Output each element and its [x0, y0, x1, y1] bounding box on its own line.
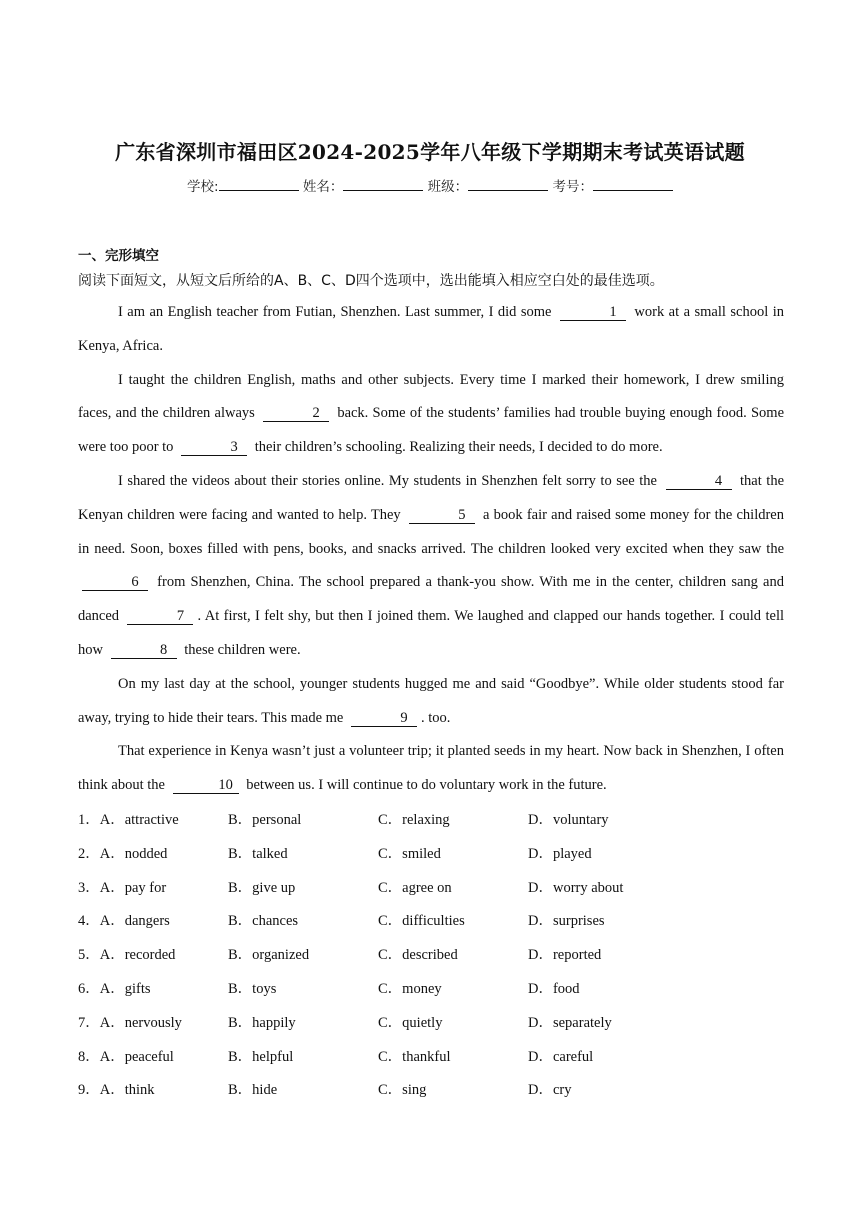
- option-b: B．hide: [228, 1082, 278, 1099]
- option-a: 3．A．pay for: [78, 879, 167, 896]
- option-a: 2．A．nodded: [78, 845, 168, 862]
- exam-number-label: 考号：: [552, 179, 593, 195]
- option-d: D．cry: [528, 1082, 572, 1099]
- exam-number-blank: [593, 178, 673, 191]
- passage-text: . too.: [420, 709, 451, 726]
- cloze-passage: [78, 296, 784, 803]
- class-label: 班级：: [427, 179, 469, 195]
- option-d: D．played: [528, 845, 592, 862]
- passage-text: these children were.: [184, 641, 301, 658]
- option-a: 1．A．attractive: [78, 812, 179, 828]
- blank-4: 4: [666, 474, 732, 490]
- passage-text: that the Kenyan children were facing and wanted to help. They: [78, 472, 785, 523]
- option-a: 5．A．recorded: [78, 947, 176, 964]
- question-2-options: [78, 840, 798, 874]
- option-d: D．careful: [528, 1048, 594, 1065]
- passage-text: their children’s schooling. Realizing their needs, I decided to do more.: [254, 439, 663, 456]
- option-b: B．give up: [228, 879, 296, 896]
- option-c: C．agree on: [378, 879, 452, 896]
- option-a: 4．A．dangers: [78, 913, 170, 930]
- option-c: C．difficulties: [378, 913, 465, 930]
- question-7-options: [78, 1009, 798, 1043]
- option-c: C．smiled: [378, 845, 441, 862]
- passage-text: I shared the videos about their stories online. My students in Shenzhen felt sorry to see the: [118, 472, 657, 489]
- option-d: D．worry about: [528, 879, 624, 896]
- passage-text: On my last day at the school, younger students hugged me and said “Goodbye”. While older students stood far away, trying to hide their tears. This made me: [78, 675, 784, 726]
- option-c: C．relaxing: [378, 812, 450, 828]
- paragraph-2: [78, 364, 784, 465]
- passage-text: I am an English teacher from Futian, Shenzhen. Last summer, I did some: [118, 304, 552, 320]
- option-c: C．money: [378, 980, 442, 997]
- option-b: B．organized: [228, 947, 310, 964]
- passage-text: I taught the children English, maths and other subjects. Every time I marked their homework, I drew smiling faces, and the children always: [78, 371, 784, 422]
- passage-text: . At first, I felt shy, but then I joined them. We laughed and clapped our hands together. I could tell how: [78, 608, 785, 658]
- question-5-options: [78, 941, 798, 975]
- option-a: 9．A．think: [78, 1082, 155, 1099]
- question-6-options: [78, 975, 798, 1009]
- option-d: D．reported: [528, 947, 602, 964]
- option-b: B．helpful: [228, 1048, 294, 1065]
- blank-8: 8: [111, 643, 177, 659]
- passage-text: work at a small school in Kenya, Africa.: [78, 304, 784, 354]
- school-label: 学校:: [187, 179, 219, 195]
- option-d: D．surprises: [528, 913, 605, 930]
- option-d: D．voluntary: [528, 812, 609, 828]
- option-d: D．separately: [528, 1014, 612, 1031]
- name-blank: [343, 178, 423, 191]
- question-1-options: [78, 806, 798, 840]
- paragraph-3: [78, 465, 784, 668]
- option-c: C．thankful: [378, 1048, 451, 1065]
- option-a: 6．A．gifts: [78, 980, 151, 997]
- student-info-line: [0, 175, 860, 195]
- option-d: D．food: [528, 980, 580, 997]
- option-b: B．personal: [228, 812, 302, 828]
- option-b: B．chances: [228, 913, 299, 930]
- paragraph-1: [78, 296, 784, 364]
- class-blank: [468, 178, 548, 191]
- name-label: 姓名：: [302, 179, 344, 195]
- answer-options: [78, 806, 798, 1110]
- passage-text: That experience in Kenya wasn’t just a volunteer trip; it planted seeds in my heart. Now back in Shenzhen, I often think about the: [78, 743, 784, 794]
- section-instruction: 阅读下面短文，从短文后所给的A、B、C、D四个选项中，选出能填入相应空白处的最佳选项。: [78, 273, 664, 289]
- question-4-options: [78, 907, 798, 941]
- option-a: 7．A．nervously: [78, 1014, 182, 1031]
- blank-6: 6: [82, 575, 148, 591]
- option-a: 8．A．peaceful: [78, 1048, 174, 1065]
- option-c: C．quietly: [378, 1014, 443, 1031]
- blank-9: 9: [351, 711, 417, 727]
- blank-10: 10: [173, 778, 239, 794]
- passage-text: between us. I will continue to do voluntary work in the future.: [246, 777, 607, 794]
- option-b: B．happily: [228, 1014, 296, 1031]
- paragraph-4: [78, 668, 784, 736]
- school-blank: [219, 178, 299, 191]
- blank-5: 5: [409, 508, 475, 524]
- passage-text: a book fair and raised some money for the children in need. Soon, boxes filled with pens, books, and snacks arrived. The children looked very excited when they saw the: [78, 506, 784, 557]
- blank-7: 7: [127, 609, 193, 625]
- blank-2: 2: [263, 406, 329, 422]
- section-heading: 一、完形填空: [78, 248, 159, 264]
- blank-1: 1: [560, 305, 626, 321]
- option-b: B．talked: [228, 845, 288, 862]
- question-8-options: [78, 1043, 798, 1077]
- passage-text: from Shenzhen, China. The school prepared a thank-you show. With me in the center, children sang and danced: [78, 574, 784, 625]
- page-title: 广东省深圳市福田区2024-2025学年八年级下学期期末考试英语试题: [115, 140, 745, 164]
- option-b: B．toys: [228, 980, 277, 997]
- paragraph-5: [78, 735, 784, 803]
- question-3-options: [78, 874, 798, 908]
- option-c: C．sing: [378, 1082, 427, 1099]
- passage-text: back. Some of the students’ families had trouble buying enough food. Some were too poor to: [78, 405, 785, 456]
- option-c: C．described: [378, 947, 458, 964]
- question-9-options: [78, 1076, 798, 1110]
- blank-3: 3: [181, 440, 247, 456]
